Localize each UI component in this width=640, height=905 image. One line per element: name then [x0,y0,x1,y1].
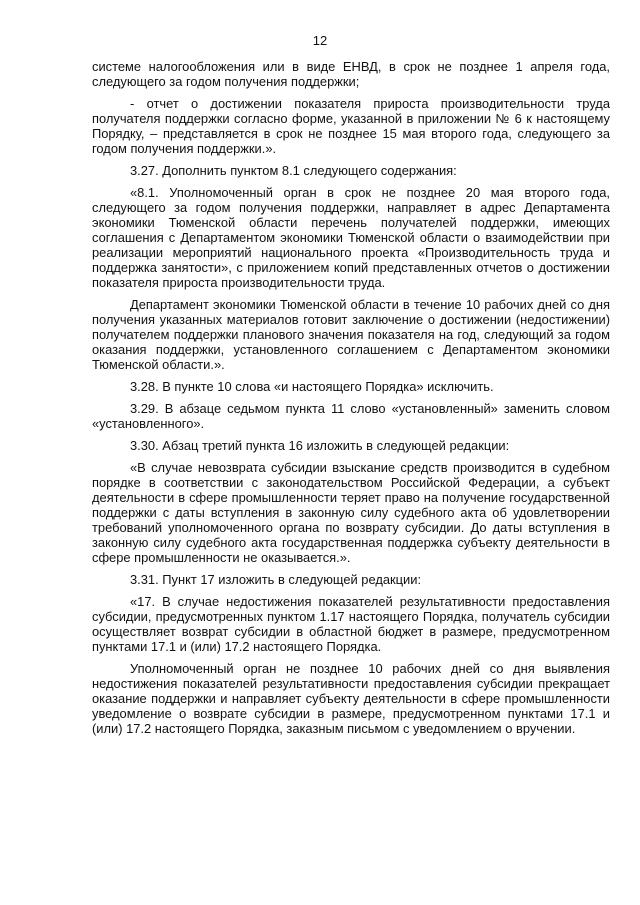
document-body [92,59,610,743]
paragraph-amendment-3-30: 3.30. Абзац третий пункта 16 изложить в следующей редакции: [130,438,510,453]
paragraph-authorized-body-notice: Уполномоченный орган не позднее 10 рабочих дней со дня выявления недостижения показателей результативности предоставления субсидии прекращает оказание поддержки и направляет субъекту деятельности в сфере промышленности уведомление о возврате субсидии в размере, предусмотренном пунктами 17.1 и (или) 17.2 настоящего Порядка, заказным письмом с уведомлением о вручении. [92,661,610,736]
paragraph-amendment-3-29: 3.29. В абзаце седьмом пункта 11 слово «установленный» заменить словом «установленного». [92,401,610,431]
paragraph-non-return-subsidy: «В случае невозврата субсидии взыскание средств производится в судебном порядке в соответствии с законодательством Российской Федерации, а субъект деятельности в сфере промышленности теряет право на получение государственной поддержки с даты вступления в законную силу судебного акта об удовлетворении требований уполномоченного органа по возврату субсидии. До даты вступления в законную силу судебного акта государственная поддержка субъекту деятельности в сфере промышленности не оказывается.». [92,460,610,565]
paragraph-continuation: системе налогообложения или в виде ЕНВД, в срок не позднее 1 апреля года, следующего за годом получения поддержки; [92,59,610,89]
paragraph-amendment-3-28: 3.28. В пункте 10 слова «и настоящего Порядка» исключить. [130,379,494,394]
page-number: 12 [312,33,328,48]
paragraph-amendment-3-27: 3.27. Дополнить пунктом 8.1 следующего содержания: [130,163,457,178]
paragraph-clause-8-1: «8.1. Уполномоченный орган в срок не позднее 20 мая второго года, следующего за годом получения поддержки, направляет в адрес Департамента экономики Тюменской области перечень получателей поддержки, имеющих соглашения с Департаментом экономики Тюменской области о взаимодействии при реализации мероприятий национального проекта «Производительность труда и поддержка занятости», с приложением копий представленных отчетов о достижении показателя прироста производительности труда. [92,185,610,290]
paragraph-report-item: - отчет о достижении показателя прироста производительности труда получателя поддержки согласно форме, указанной в приложении № 6 к настоящему Порядку, – представляется в срок не позднее 15 мая второго года, следующего за годом получения поддержки.». [92,96,610,156]
paragraph-amendment-3-31: 3.31. Пункт 17 изложить в следующей редакции: [130,572,422,587]
paragraph-clause-17: «17. В случае недостижения показателей результативности предоставления субсидии, предусмотренных пунктом 1.17 настоящего Порядка, получатель субсидии осуществляет возврат субсидии в областной бюджет в размере, предусмотренном пунктами 17.1 и (или) 17.2 настоящего Порядка. [92,594,610,654]
paragraph-department-conclusion: Департамент экономики Тюменской области в течение 10 рабочих дней со дня получения указанных материалов готовит заключение о достижении (недостижении) получателем поддержки планового значения показателя на год, следующий за годом оказания поддержки, установленного соглашением с Департаментом экономики Тюменской области.». [92,297,610,372]
